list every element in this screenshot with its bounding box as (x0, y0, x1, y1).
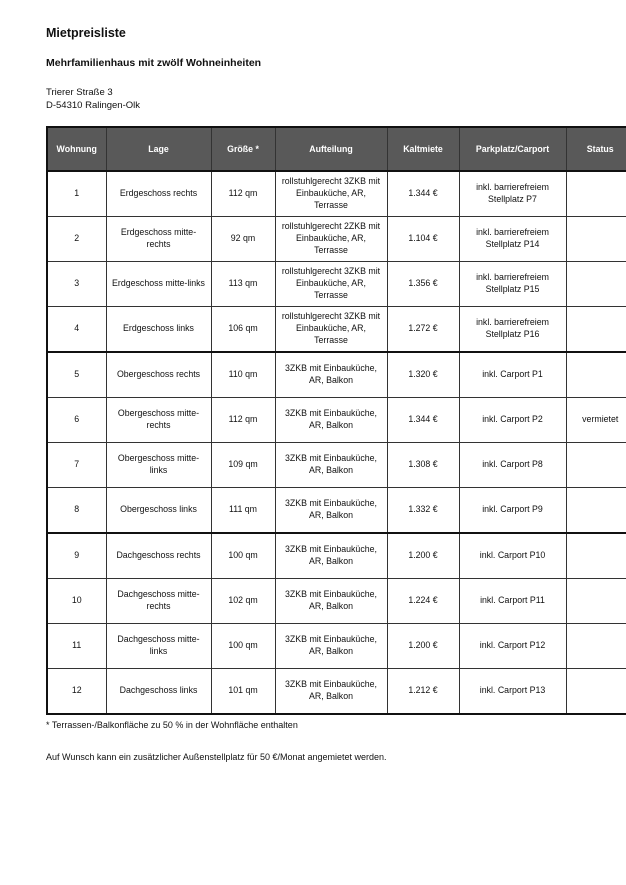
header-status: Status (566, 127, 626, 171)
cell-aufteilung: 3ZKB mit Einbauküche, AR, Balkon (275, 443, 387, 488)
document-title: Mietpreisliste (46, 26, 126, 40)
table-row (47, 669, 626, 715)
cell-status (566, 669, 626, 715)
cell-parkplatz: inkl. Carport P13 (459, 669, 566, 715)
cell-parkplatz: inkl. Carport P2 (459, 398, 566, 443)
cell-lage: Dachgeschoss links (106, 669, 211, 715)
cell-parkplatz: inkl. Carport P8 (459, 443, 566, 488)
cell-wohnung: 8 (47, 488, 106, 534)
cell-aufteilung: rollstuhlgerecht 3ZKB mit Einbauküche, AR, Terrasse (275, 307, 387, 353)
cell-groesse: 106 qm (211, 307, 275, 353)
table-row (47, 533, 626, 579)
cell-groesse: 112 qm (211, 171, 275, 217)
cell-wohnung: 6 (47, 398, 106, 443)
cell-groesse: 101 qm (211, 669, 275, 715)
header-parkplatz: Parkplatz/Carport (459, 127, 566, 171)
cell-kaltmiete: 1.104 € (387, 217, 459, 262)
cell-kaltmiete: 1.200 € (387, 533, 459, 579)
table-row (47, 398, 626, 443)
cell-groesse: 100 qm (211, 624, 275, 669)
header-wohnung: Wohnung (47, 127, 106, 171)
cell-lage: Erdgeschoss rechts (106, 171, 211, 217)
cell-lage: Dachgeschoss mitte-links (106, 624, 211, 669)
cell-lage: Obergeschoss links (106, 488, 211, 534)
cell-status (566, 579, 626, 624)
cell-parkplatz: inkl. Carport P10 (459, 533, 566, 579)
cell-aufteilung: rollstuhlgerecht 3ZKB mit Einbauküche, AR, Terrasse (275, 171, 387, 217)
cell-wohnung: 1 (47, 171, 106, 217)
cell-wohnung: 9 (47, 533, 106, 579)
cell-wohnung: 12 (47, 669, 106, 715)
cell-status (566, 307, 626, 353)
cell-status (566, 624, 626, 669)
cell-parkplatz: inkl. barrierefreiem Stellplatz P7 (459, 171, 566, 217)
cell-parkplatz: inkl. Carport P11 (459, 579, 566, 624)
cell-parkplatz: inkl. Carport P1 (459, 352, 566, 398)
cell-parkplatz: inkl. barrierefreiem Stellplatz P14 (459, 217, 566, 262)
cell-aufteilung: 3ZKB mit Einbauküche, AR, Balkon (275, 352, 387, 398)
cell-aufteilung: rollstuhlgerecht 3ZKB mit Einbauküche, AR, Terrasse (275, 262, 387, 307)
cell-lage: Dachgeschoss mitte-rechts (106, 579, 211, 624)
cell-lage: Erdgeschoss links (106, 307, 211, 353)
cell-kaltmiete: 1.332 € (387, 488, 459, 534)
cell-groesse: 102 qm (211, 579, 275, 624)
footnote-extra-parking: Auf Wunsch kann ein zusätzlicher Außenstellplatz für 50 €/Monat angemietet werden. (46, 752, 387, 762)
cell-status (566, 443, 626, 488)
address-city: D-54310 Ralingen-Olk (46, 100, 140, 111)
cell-parkplatz: inkl. Carport P9 (459, 488, 566, 534)
cell-aufteilung: 3ZKB mit Einbauküche, AR, Balkon (275, 488, 387, 534)
cell-parkplatz: inkl. Carport P12 (459, 624, 566, 669)
cell-kaltmiete: 1.308 € (387, 443, 459, 488)
cell-groesse: 100 qm (211, 533, 275, 579)
cell-lage: Erdgeschoss mitte-links (106, 262, 211, 307)
cell-kaltmiete: 1.344 € (387, 171, 459, 217)
cell-wohnung: 11 (47, 624, 106, 669)
cell-wohnung: 7 (47, 443, 106, 488)
cell-aufteilung: rollstuhlgerecht 2ZKB mit Einbauküche, AR, Terrasse (275, 217, 387, 262)
cell-lage: Obergeschoss rechts (106, 352, 211, 398)
cell-parkplatz: inkl. barrierefreiem Stellplatz P15 (459, 262, 566, 307)
document-subtitle: Mehrfamilienhaus mit zwölf Wohneinheiten (46, 57, 262, 69)
cell-wohnung: 5 (47, 352, 106, 398)
table-row (47, 488, 626, 534)
cell-lage: Obergeschoss mitte-links (106, 443, 211, 488)
table-row (47, 624, 626, 669)
cell-status: vermietet (566, 398, 626, 443)
cell-kaltmiete: 1.356 € (387, 262, 459, 307)
address-street: Trierer Straße 3 (46, 87, 113, 98)
cell-lage: Obergeschoss mitte-rechts (106, 398, 211, 443)
header-lage: Lage (106, 127, 211, 171)
cell-kaltmiete: 1.320 € (387, 352, 459, 398)
cell-aufteilung: 3ZKB mit Einbauküche, AR, Balkon (275, 398, 387, 443)
header-groesse: Größe * (211, 127, 275, 171)
cell-lage: Dachgeschoss rechts (106, 533, 211, 579)
cell-status (566, 352, 626, 398)
cell-groesse: 92 qm (211, 217, 275, 262)
table-row (47, 262, 626, 307)
cell-parkplatz: inkl. barrierefreiem Stellplatz P16 (459, 307, 566, 353)
cell-lage: Erdgeschoss mitte-rechts (106, 217, 211, 262)
table-row (47, 307, 626, 353)
table-row (47, 443, 626, 488)
cell-groesse: 111 qm (211, 488, 275, 534)
cell-kaltmiete: 1.212 € (387, 669, 459, 715)
cell-status (566, 488, 626, 534)
cell-kaltmiete: 1.272 € (387, 307, 459, 353)
cell-status (566, 217, 626, 262)
table-row (47, 579, 626, 624)
cell-groesse: 112 qm (211, 398, 275, 443)
cell-wohnung: 4 (47, 307, 106, 353)
cell-status (566, 171, 626, 217)
cell-status (566, 262, 626, 307)
cell-wohnung: 3 (47, 262, 106, 307)
table-row (47, 352, 626, 398)
cell-groesse: 109 qm (211, 443, 275, 488)
cell-aufteilung: 3ZKB mit Einbauküche, AR, Balkon (275, 533, 387, 579)
price-table (46, 126, 626, 715)
cell-kaltmiete: 1.224 € (387, 579, 459, 624)
cell-groesse: 110 qm (211, 352, 275, 398)
cell-groesse: 113 qm (211, 262, 275, 307)
header-aufteilung: Aufteilung (275, 127, 387, 171)
table-header-row (47, 127, 626, 171)
cell-wohnung: 10 (47, 579, 106, 624)
cell-wohnung: 2 (47, 217, 106, 262)
cell-aufteilung: 3ZKB mit Einbauküche, AR, Balkon (275, 579, 387, 624)
cell-aufteilung: 3ZKB mit Einbauküche, AR, Balkon (275, 669, 387, 715)
table-row (47, 171, 626, 217)
footnote-area-ratio: * Terrassen-/Balkonfläche zu 50 % in der Wohnfläche enthalten (46, 720, 298, 730)
header-kaltmiete: Kaltmiete (387, 127, 459, 171)
cell-status (566, 533, 626, 579)
cell-aufteilung: 3ZKB mit Einbauküche, AR, Balkon (275, 624, 387, 669)
cell-kaltmiete: 1.200 € (387, 624, 459, 669)
cell-kaltmiete: 1.344 € (387, 398, 459, 443)
table-row (47, 217, 626, 262)
